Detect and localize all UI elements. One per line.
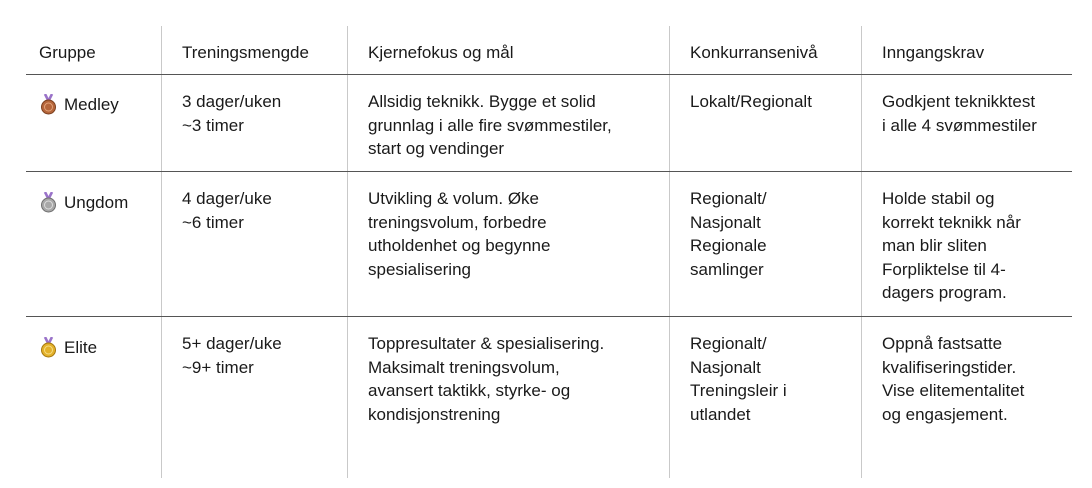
header-focus: Kjernefokus og mål xyxy=(368,43,514,62)
training-groups-table xyxy=(26,26,1072,478)
column-divider xyxy=(161,26,162,478)
group-name: Medley xyxy=(64,95,119,114)
requirements-cell: Oppnå fastsatte kvalifiseringstider. Vise elitementalitet og engasjement. xyxy=(882,334,1025,424)
header-group: Gruppe xyxy=(39,43,96,62)
level-cell: Regionalt/ Nasjonalt Treningsleir i utlandet xyxy=(690,334,787,424)
volume-cell: 4 dager/uke ~6 timer xyxy=(182,189,272,232)
silver-medal-icon xyxy=(40,192,57,213)
column-divider xyxy=(347,26,348,478)
group-cell xyxy=(40,191,128,215)
group-cell xyxy=(40,93,119,117)
requirements-cell: Holde stabil og korrekt teknikk når man blir sliten Forpliktelse til 4- dagers program. xyxy=(882,189,1021,302)
level-cell: Lokalt/Regionalt xyxy=(690,92,812,111)
row-divider xyxy=(26,316,1072,317)
level-cell: Regionalt/ Nasjonalt Regionale samlinger xyxy=(690,189,767,279)
bronze-medal-icon xyxy=(40,94,57,115)
group-name: Ungdom xyxy=(64,193,129,212)
group-name: Elite xyxy=(64,338,98,357)
focus-cell: Toppresultater & spesialisering. Maksimalt treningsvolum, avansert taktikk, styrke- og kondisjonstrening xyxy=(368,334,605,424)
column-divider xyxy=(861,26,862,478)
focus-cell: Allsidig teknikk. Bygge et solid grunnlag i alle fire svømmestiler, start og vendinger xyxy=(368,92,612,158)
header-volume: Treningsmengde xyxy=(182,43,309,62)
gold-medal-icon xyxy=(40,337,57,358)
volume-cell: 3 dager/uken ~3 timer xyxy=(182,92,282,135)
row-divider xyxy=(26,171,1072,172)
volume-cell: 5+ dager/uke ~9+ timer xyxy=(182,334,282,377)
header-requirements: Inngangskrav xyxy=(882,43,985,62)
requirements-cell: Godkjent teknikktest i alle 4 svømmestiler xyxy=(882,92,1037,135)
focus-cell: Utvikling & volum. Øke treningsvolum, forbedre utholdenhet og begynne spesialisering xyxy=(368,189,551,279)
group-cell xyxy=(40,336,97,360)
header-level: Konkurransenivå xyxy=(690,43,818,62)
column-divider xyxy=(669,26,670,478)
row-divider xyxy=(26,74,1072,75)
